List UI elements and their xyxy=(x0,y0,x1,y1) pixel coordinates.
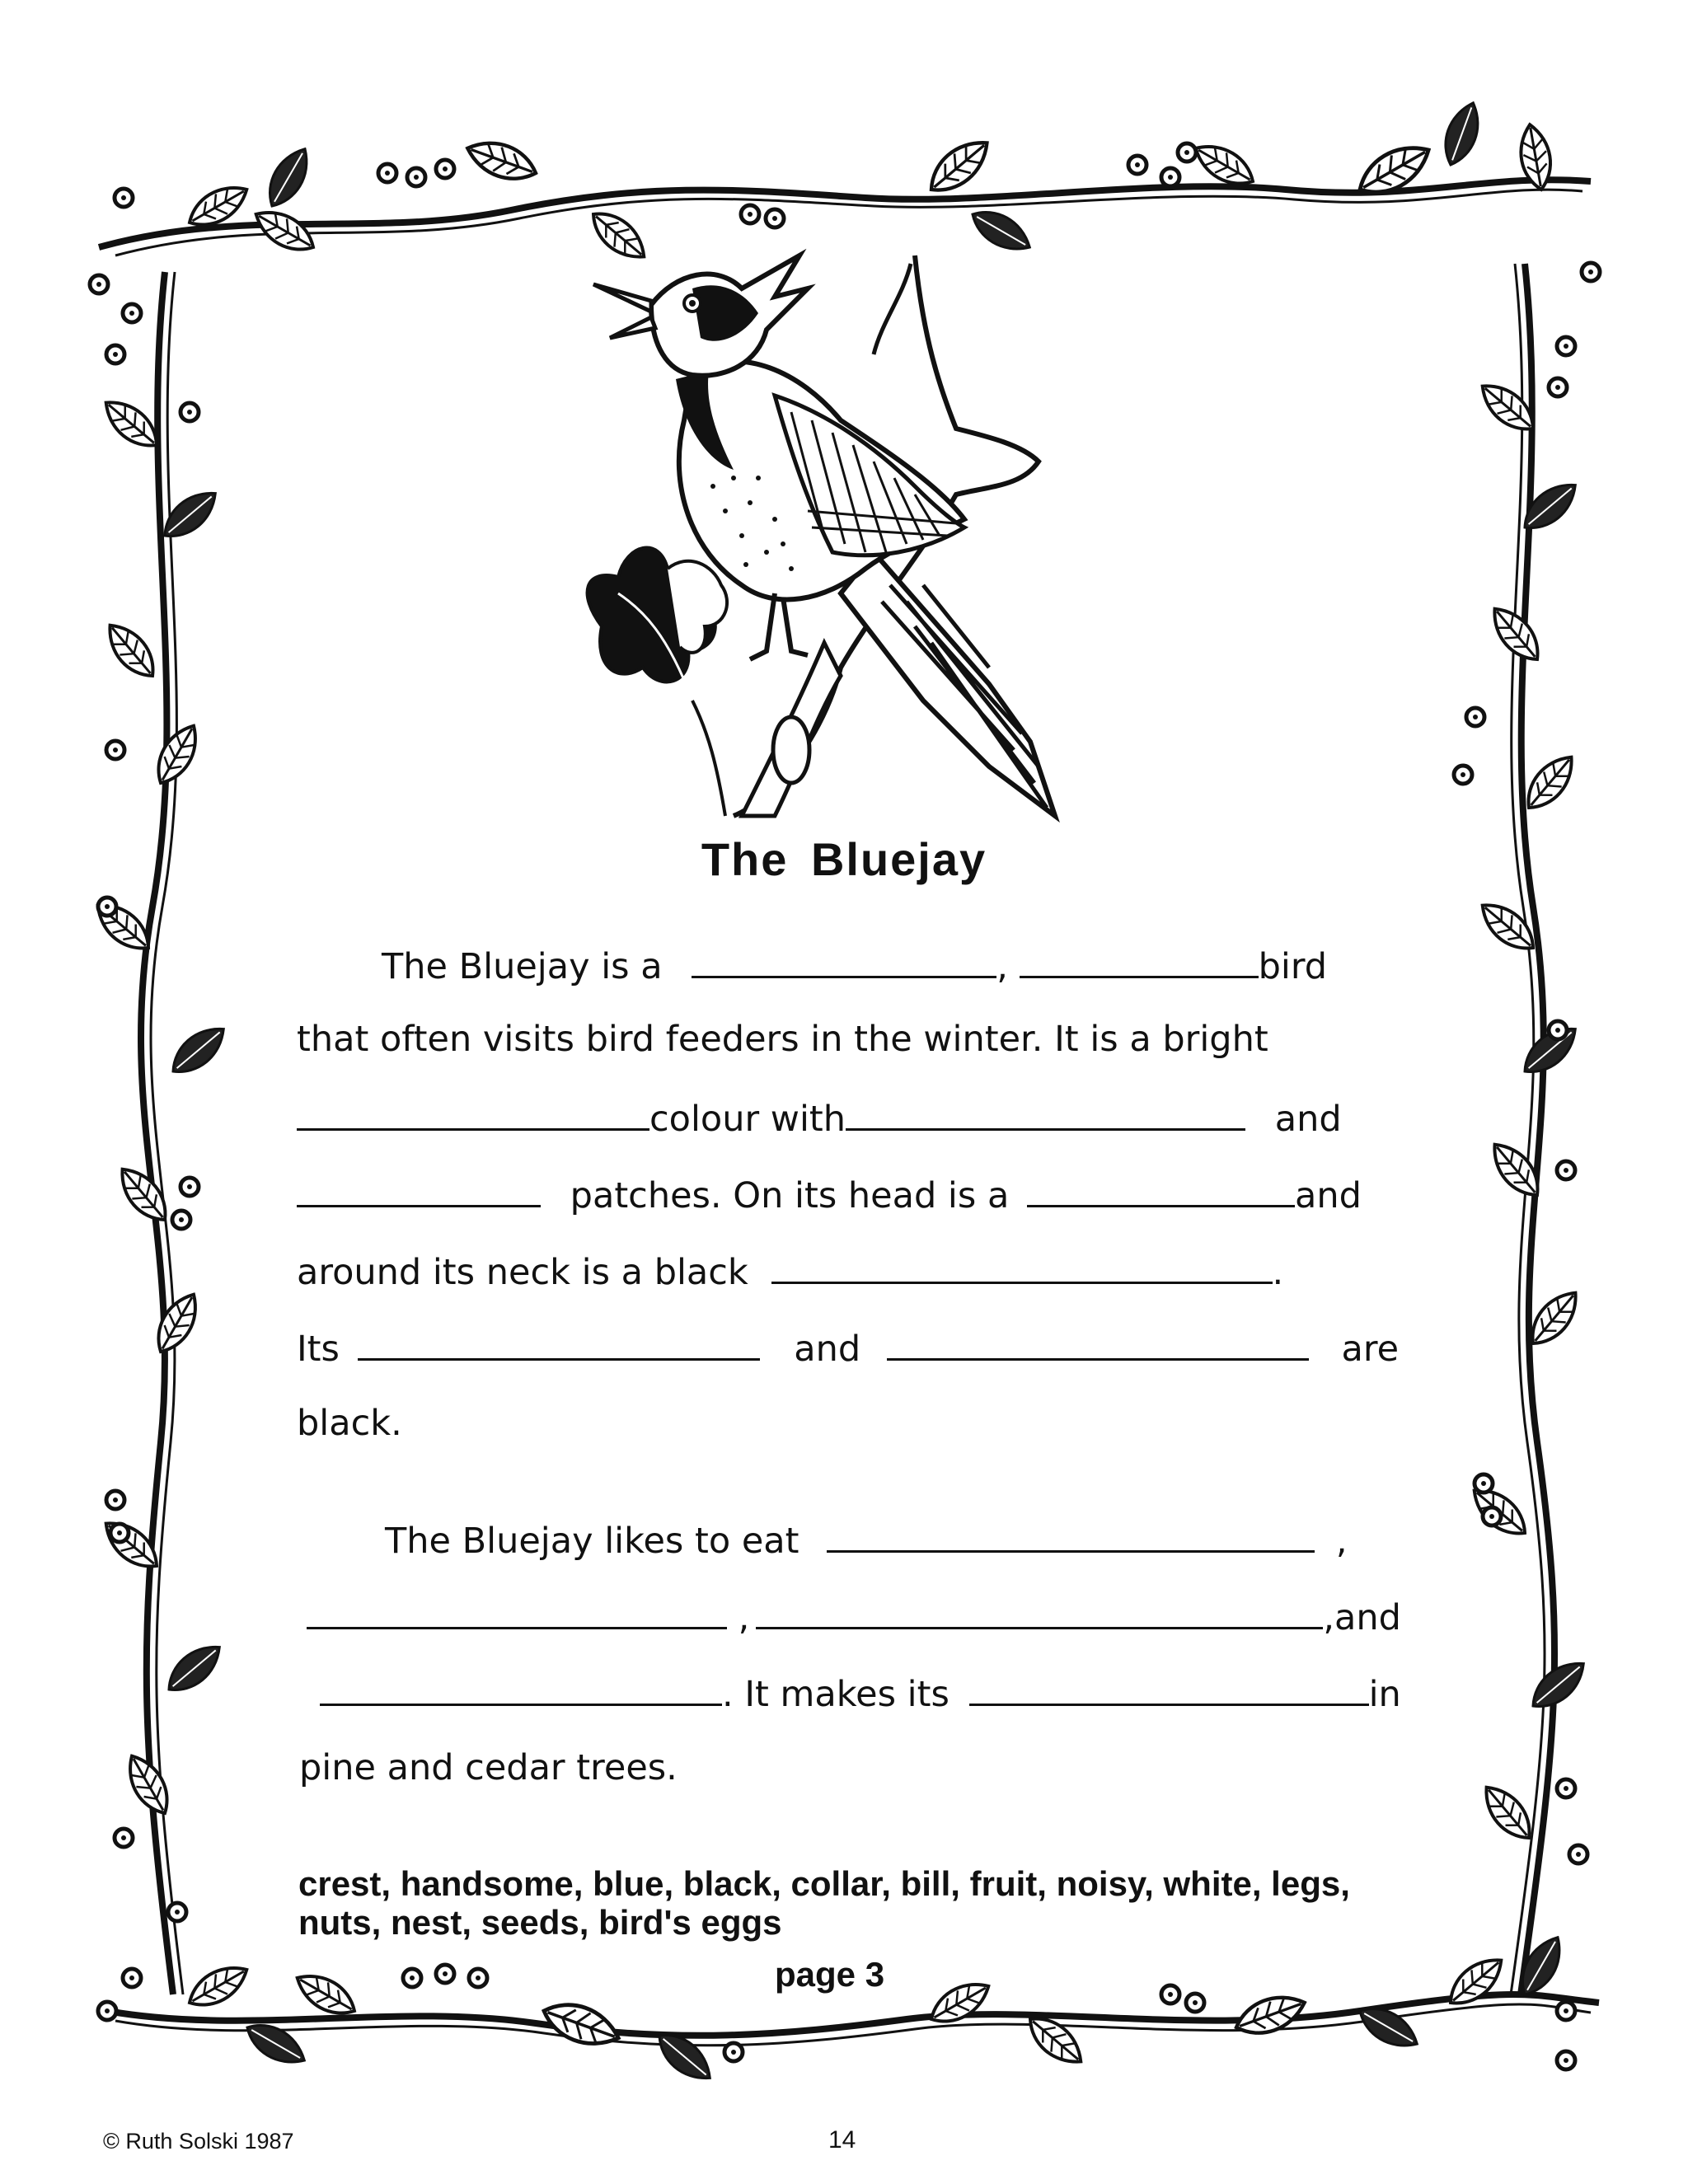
text-segment: Its xyxy=(297,1329,340,1370)
paragraph1-line6 xyxy=(297,1329,1400,1370)
paragraph2-line2 xyxy=(307,1597,1401,1636)
text-segment: are xyxy=(1341,1329,1400,1370)
page-label: page 3 xyxy=(775,1955,885,1994)
answer-blank[interactable] xyxy=(320,1674,722,1706)
answer-blank[interactable] xyxy=(771,1252,1273,1284)
page-title: The Bluejay xyxy=(701,833,987,885)
answer-blank[interactable] xyxy=(692,946,996,978)
text-segment: ,and xyxy=(1323,1597,1401,1638)
text-segment: , xyxy=(738,1597,750,1638)
text-segment: around its neck is a black xyxy=(297,1252,748,1293)
answer-blank[interactable] xyxy=(827,1521,1315,1553)
text-segment: colour with xyxy=(649,1099,846,1140)
paragraph1-line7: black. xyxy=(297,1403,402,1444)
answer-blank[interactable] xyxy=(756,1597,1323,1629)
paragraph2-line1 xyxy=(385,1521,1348,1562)
text-segment: bird xyxy=(1258,946,1328,987)
text-segment: The Bluejay is a xyxy=(382,946,663,987)
text-segment: , xyxy=(1335,1521,1348,1562)
text-segment: . xyxy=(1272,1252,1284,1293)
text-segment: in xyxy=(1368,1674,1401,1715)
answer-blank[interactable] xyxy=(358,1329,760,1361)
text-segment: and xyxy=(1274,1099,1342,1140)
paragraph1-line2: that often visits bird feeders in the winter. It is a bright xyxy=(297,1019,1268,1060)
paragraph1-line1 xyxy=(382,946,1327,985)
paragraph2-line4: pine and cedar trees. xyxy=(299,1747,678,1788)
page-number: 14 xyxy=(828,2126,856,2154)
text-segment: , xyxy=(996,946,1008,987)
word-bank: crest, handsome, blue, black, collar, bill, fruit, noisy, white, legs, nuts, nest, seeds, bird's eggs xyxy=(298,1864,1350,1942)
text-segment: and xyxy=(794,1329,861,1370)
answer-blank[interactable] xyxy=(297,1099,649,1131)
answer-blank[interactable] xyxy=(297,1175,541,1207)
paragraph1-line5 xyxy=(297,1252,1283,1291)
text-segment: and xyxy=(1294,1175,1362,1216)
text-segment: patches. On its head is a xyxy=(570,1175,1010,1216)
paragraph1-line4 xyxy=(297,1175,1362,1214)
answer-blank[interactable] xyxy=(846,1099,1245,1131)
copyright-notice: © Ruth Solski 1987 xyxy=(103,2129,294,2154)
answer-blank[interactable] xyxy=(1027,1175,1295,1207)
paragraph1-line3 xyxy=(297,1099,1342,1140)
answer-blank[interactable] xyxy=(1020,946,1259,978)
bluejay-illustration-icon xyxy=(528,239,1162,824)
answer-blank[interactable] xyxy=(969,1674,1369,1706)
paragraph2-line3 xyxy=(320,1674,1401,1713)
oak-leaf-icon xyxy=(588,548,727,816)
text-segment: The Bluejay likes to eat xyxy=(385,1521,799,1562)
text-segment: . It makes its xyxy=(722,1674,950,1715)
answer-blank[interactable] xyxy=(307,1597,727,1629)
answer-blank[interactable] xyxy=(887,1329,1309,1361)
